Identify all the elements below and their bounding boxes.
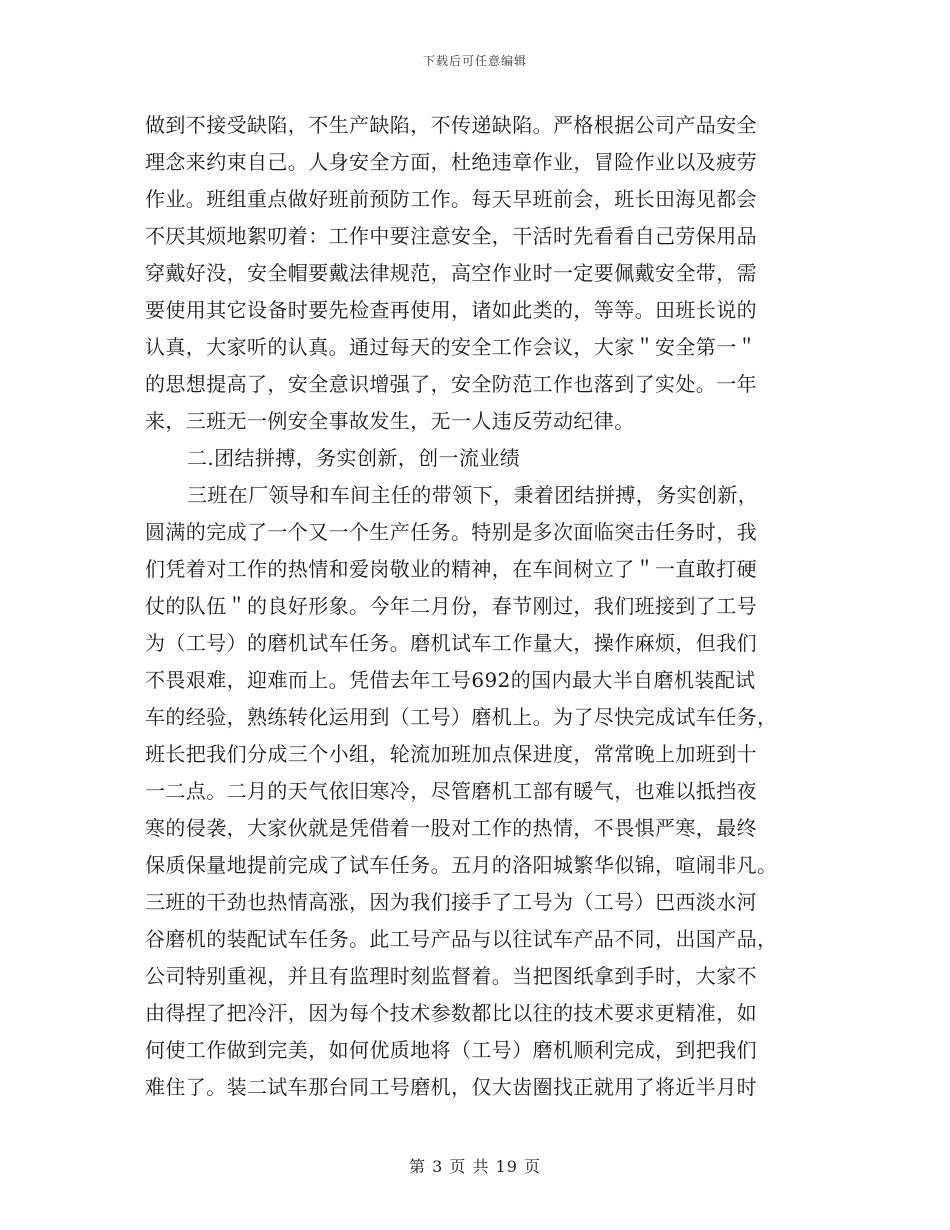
- text-line: 何使工作做到完美，如何优质地将（工号）磨机顺利完成，到把我们: [145, 1038, 757, 1062]
- page-footer: 第 3 页 共 19 页: [409, 1157, 541, 1176]
- text-line: 二.团结拼搏，务实创新，创一流业绩: [187, 446, 521, 470]
- page-header: 下载后可任意编辑: [422, 54, 527, 68]
- text-line: 为（工号）的磨机试车任务。磨机试车工作量大，操作麻烦，但我们: [145, 631, 757, 655]
- text-line: 作业。班组重点做好班前预防工作。每天早班前会，班长田海见都会: [145, 187, 757, 211]
- text-line: 要使用其它设备时要先检查再使用，诸如此类的，等等。田班长说的: [145, 298, 757, 322]
- text-line: 车的经验，熟练转化运用到（工号）磨机上。为了尽快完成试车任务，: [145, 705, 778, 729]
- text-line: 三班的干劲也热情高涨，因为我们接手了工号为（工号）巴西淡水河: [145, 890, 757, 914]
- text-line: 保质保量地提前完成了试车任务。五月的洛阳城繁华似锦，喧闹非凡。: [145, 853, 778, 877]
- text-line: 谷磨机的装配试车任务。此工号产品与以往试车产品不同，出国产品，: [145, 927, 778, 951]
- text-line: 的思想提高了，安全意识增强了，安全防范工作也落到了实处。一年: [145, 372, 757, 396]
- text-line: 圆满的完成了一个又一个生产任务。特别是多次面临突击任务时，我: [145, 520, 757, 544]
- text-line: 认真，大家听的认真。通过每天的安全工作会议，大家＂安全第一＂: [145, 335, 757, 359]
- text-line: 们凭着对工作的热情和爱岗敬业的精神，在车间树立了＂一直敢打硬: [145, 557, 757, 581]
- text-line: 三班在厂领导和车间主任的带领下，秉着团结拼搏，务实创新，: [187, 483, 759, 507]
- text-line: 寒的侵袭，大家伙就是凭借着一股对工作的热情，不畏惧严寒，最终: [145, 816, 757, 840]
- text-line: 一二点。二月的天气依旧寒冷，尽管磨机工部有暖气，也难以抵挡夜: [145, 779, 757, 803]
- text-line: 来，三班无一例安全事故发生，无一人违反劳动纪律。: [145, 409, 635, 433]
- text-line: 穿戴好没，安全帽要戴法律规范，高空作业时一定要佩戴安全带，需: [145, 261, 757, 285]
- text-line: 不畏艰难，迎难而上。凭借去年工号692的国内最大半自磨机装配试: [145, 668, 756, 692]
- text-line: 难住了。装二试车那台同工号磨机，仅大齿圈找正就用了将近半月时: [145, 1075, 757, 1099]
- document-body: [145, 107, 805, 1106]
- text-line: 不厌其烦地絮叨着：工作中要注意安全，干活时先看看自己劳保用品: [145, 224, 757, 248]
- text-line: 由得捏了把冷汗，因为每个技术参数都比以往的技术要求更精准，如: [145, 1001, 757, 1025]
- text-line: 仗的队伍＂的良好形象。今年二月份，春节刚过，我们班接到了工号: [145, 594, 757, 618]
- text-line: 理念来约束自己。人身安全方面，杜绝违章作业，冒险作业以及疲劳: [145, 150, 757, 174]
- text-line: 公司特别重视，并且有监理时刻监督着。当把图纸拿到手时，大家不: [145, 964, 757, 988]
- text-line: 班长把我们分成三个小组，轮流加班加点保进度，常常晚上加班到十: [145, 742, 757, 766]
- text-line: 做到不接受缺陷，不生产缺陷，不传递缺陷。严格根据公司产品安全: [145, 113, 757, 137]
